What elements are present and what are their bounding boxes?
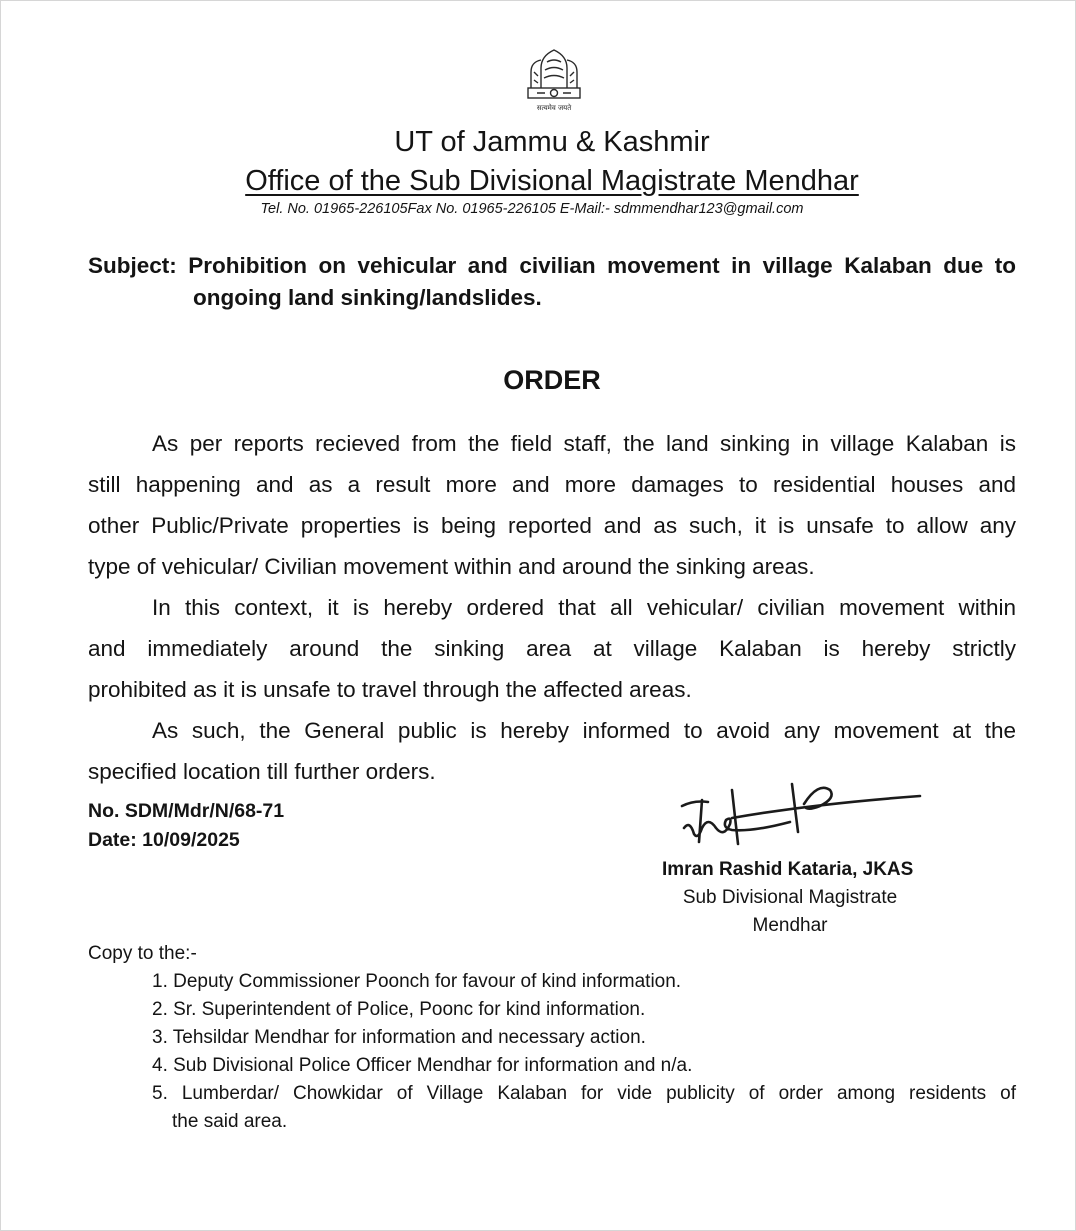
body-line: and immediately around the sinking area at village Kalaban is hereby strictly: [88, 636, 1016, 661]
copy-to-item: 1. Deputy Commissioner Poonch for favour of kind information.: [152, 971, 682, 992]
office-name: Office of the Sub Divisional Magistrate Mendhar: [245, 165, 859, 197]
body-line: still happening and as a result more and more damages to residential houses and: [88, 472, 1016, 497]
national-emblem-icon: [519, 42, 589, 118]
copy-to-heading: Copy to the:-: [88, 943, 197, 964]
order-title: ORDER: [503, 365, 601, 395]
signatory-designation: Sub Divisional Magistrate: [682, 887, 898, 908]
contact-details: Tel. No. 01965-226105Fax No. 01965-226105 E-Mail:- sdmmendhar123@gmail.com: [260, 201, 804, 217]
body-line: In this context, it is hereby ordered that all vehicular/ civilian movement within: [152, 595, 1016, 620]
svg-text:सत्यमेव जयते: सत्यमेव जयते: [536, 104, 572, 112]
order-number: No. SDM/Mdr/N/68-71: [88, 800, 285, 822]
subject-line-2: ongoing land sinking/landslides.: [193, 285, 542, 310]
body-line: other Public/Private properties is being reported and as such, it is unsafe to allow any: [88, 513, 1016, 538]
body-line: specified location till further orders.: [88, 759, 436, 784]
signatory-place: Mendhar: [752, 915, 828, 936]
copy-to-item: 3. Tehsildar Mendhar for information and necessary action.: [152, 1027, 646, 1048]
body-line: prohibited as it is unsafe to travel through the affected areas.: [88, 677, 692, 702]
copy-to-item: 4. Sub Divisional Police Officer Mendhar for information and n/a.: [152, 1055, 693, 1076]
signatory-name: Imran Rashid Kataria, JKAS: [662, 859, 914, 880]
ut-name: UT of Jammu & Kashmir: [394, 126, 710, 158]
copy-to-item-continuation: the said area.: [172, 1111, 288, 1132]
copy-to-item: 2. Sr. Superintendent of Police, Poonc for kind information.: [152, 999, 646, 1020]
order-date: Date: 10/09/2025: [88, 829, 240, 851]
body-line: type of vehicular/ Civilian movement within and around the sinking areas.: [88, 554, 815, 579]
body-line: As such, the General public is hereby informed to avoid any movement at the: [152, 718, 1016, 743]
subject-line-1: Subject: Prohibition on vehicular and civilian movement in village Kalaban due to: [88, 253, 1016, 278]
signature-image: [672, 778, 922, 858]
copy-to-item: 5. Lumberdar/ Chowkidar of Village Kalaban for vide publicity of order among residents of: [152, 1083, 1016, 1104]
body-line: As per reports recieved from the field staff, the land sinking in village Kalaban is: [152, 431, 1016, 456]
